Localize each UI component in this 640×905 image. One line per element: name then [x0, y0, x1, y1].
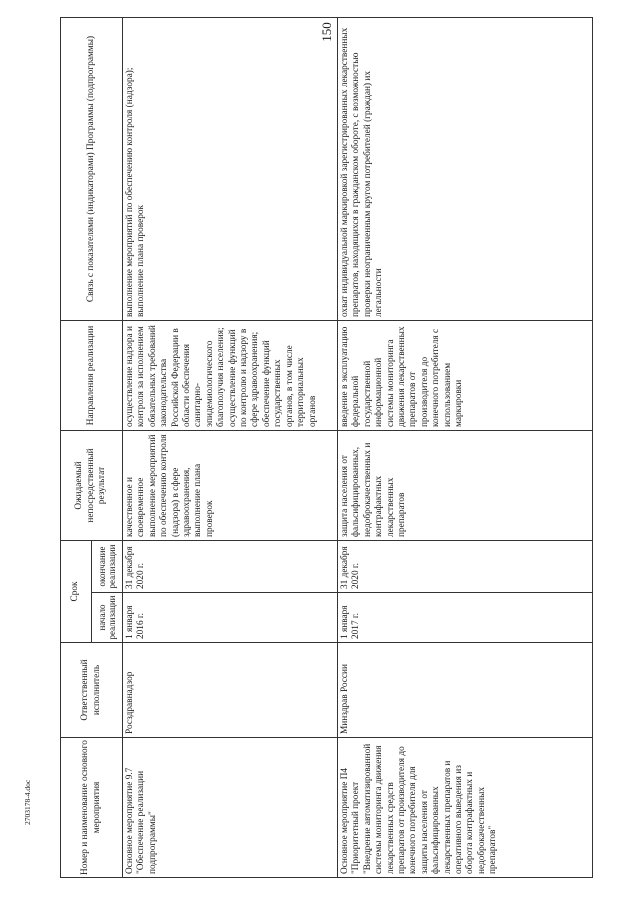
cell-responsible: Минздрав России — [338, 643, 593, 738]
cell-start: 1 января 2016 г. — [123, 593, 338, 643]
header-result: Ожидаемый непосредственный результат — [61, 430, 123, 540]
header-directions: Направления реализации — [61, 320, 123, 430]
header-link: Связь с показателями (индикаторами) Программы (подпрограммы) — [61, 17, 123, 320]
rotated-table-container — [60, 18, 592, 878]
header-responsible: Ответственный исполнитель — [61, 643, 123, 738]
document-code: 2703178-4.doc — [23, 779, 32, 825]
header-term: Срок — [61, 540, 92, 642]
header-term-end: окончание реализации — [92, 540, 123, 592]
measures-table — [60, 17, 593, 878]
cell-link: выполнение мероприятий по обеспечению контроля (надзора); выполнение плана проверок — [123, 17, 338, 320]
cell-responsible: Росздравнадзор — [123, 643, 338, 738]
cell-result: качественное и своевременное выполнение мероприятий по обеспечению контроля (надзора) в сфере здравоохранения, выполнение плана проверок — [123, 430, 338, 540]
cell-number-name: Основное мероприятие 9.7 "Обеспечение реализации подпрограммы" — [123, 738, 338, 878]
page-number: 150 — [319, 22, 334, 42]
cell-number-name: Основное мероприятие П4 "Приоритетный проект "Внедрение автоматизированной системы мониторинга движения лекарственных средств препаратов от производителя до конечного потребителя для защиты населения от фальсифицированных лекарственных препаратов и оперативного выведения из оборота контрафактных и недоброкачественных препаратов" — [338, 738, 593, 878]
cell-result: защита населения от фальсифицированных, недоброкачественных и контрафактных лекарственных препаратов — [338, 430, 593, 540]
cell-link: охват индивидуальной маркировкой зарегистрированных лекарственных препаратов, находящихся в гражданском обороте, с возможностью проверки неограниченным кругом потребителей (граждан) их легальности — [338, 17, 593, 320]
cell-start: 1 января 2017 г. — [338, 593, 593, 643]
cell-directions: введение в эксплуатацию федеральной государственной информационной системы мониторинга движения лекарственных препаратов от производителя до конечного потребителя с использованием маркировки — [338, 320, 593, 430]
cell-directions: осуществление надзора и контроля за исполнением обязательных требований законодательства Российской Федерации в области обеспечения санитарно-эпидемиологического благополучия населения; осуществление функций по контролю и надзору в сфере здравоохранения; обеспечение функций государственных органов, в том числе территориальных органов — [123, 320, 338, 430]
cell-end: 31 декабря 2020 г. — [123, 540, 338, 592]
header-term-start: начало реализации — [92, 593, 123, 643]
cell-end: 31 декабря 2020 г. — [338, 540, 593, 592]
header-number-name: Номер и наименование основного мероприятия — [61, 738, 123, 878]
table-row — [123, 17, 338, 877]
table-row — [338, 17, 593, 877]
